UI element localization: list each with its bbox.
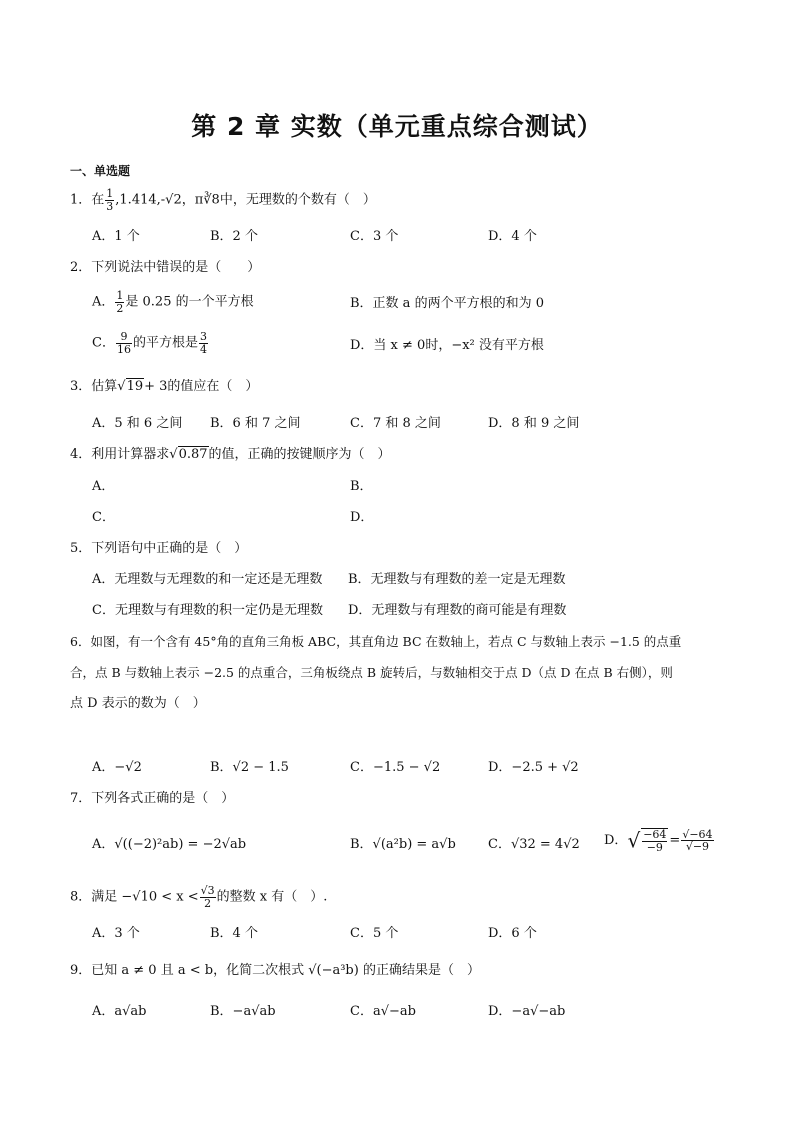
question-7-d-fraction-2 bbox=[681, 829, 713, 853]
question-4-prefix: 4．利用计算器求 bbox=[70, 447, 170, 462]
question-1-option-d[interactable]: D．4 个 bbox=[488, 229, 537, 244]
fraction-denominator: 3 bbox=[106, 199, 114, 213]
question-2-option-a[interactable] bbox=[92, 290, 254, 314]
fraction-denominator: 2 bbox=[116, 301, 124, 315]
question-4-option-d[interactable]: D． bbox=[350, 510, 374, 525]
question-1-stem bbox=[70, 188, 376, 212]
radical-sign: √ bbox=[117, 379, 126, 394]
question-4-option-a[interactable]: A． bbox=[92, 479, 115, 494]
question-2-stem: 2．下列说法中错误的是（ ） bbox=[70, 260, 261, 275]
section-heading-single-choice: 一、单选题 bbox=[70, 164, 131, 178]
question-3-suffix: + 3的值应在（ ） bbox=[144, 379, 259, 394]
option-text: 是 0.25 的一个平方根 bbox=[125, 294, 254, 310]
question-7-option-a[interactable]: A．√((−2)²ab) = −2√ab bbox=[92, 837, 247, 852]
question-7-d-fraction-1 bbox=[641, 828, 668, 853]
question-4-stem bbox=[70, 447, 391, 463]
question-9-stem: 9．已知 a ≠ 0 且 a < b，化简二次根式 √(−a³b) 的正确结果是（ ） bbox=[70, 963, 480, 978]
question-6-option-c[interactable]: C．−1.5 − √2 bbox=[350, 760, 441, 775]
question-2-option-d[interactable]: D．当 x ≠ 0时，−x² 没有平方根 bbox=[350, 338, 544, 353]
fraction-numerator: √3 bbox=[200, 884, 215, 897]
question-4-option-b[interactable]: B． bbox=[350, 479, 373, 494]
radicand: 19 bbox=[126, 379, 144, 394]
equals-sign: = bbox=[669, 833, 681, 849]
question-3-option-b[interactable]: B．6 和 7 之间 bbox=[210, 416, 301, 431]
question-9-option-b[interactable]: B．−a√ab bbox=[210, 1004, 276, 1019]
question-6-line-3: 点 D 表示的数为（ ） bbox=[70, 696, 206, 711]
question-3-option-d[interactable]: D．8 和 9 之间 bbox=[488, 416, 580, 431]
question-4-suffix: 的值，正确的按键顺序为（ ） bbox=[208, 447, 391, 462]
question-5-option-b[interactable]: B．无理数与有理数的差一定是无理数 bbox=[348, 572, 566, 587]
question-6-line-1: 6．如图，有一个含有 45°角的直角三角板 ABC，其直角边 BC 在数轴上，若点 C 与数轴上表示 −1.5 的点重 bbox=[70, 634, 682, 649]
question-8-option-b[interactable]: B．4 个 bbox=[210, 926, 258, 941]
question-8-option-c[interactable]: C．5 个 bbox=[350, 926, 399, 941]
question-1-suffix: 中，无理数的个数有（ ） bbox=[219, 192, 376, 208]
option-label: D． bbox=[604, 833, 628, 849]
question-8-fraction bbox=[200, 885, 216, 909]
question-3-option-a[interactable]: A．5 和 6 之间 bbox=[92, 416, 183, 431]
question-3-stem bbox=[70, 379, 258, 395]
fraction-numerator: −64 bbox=[643, 828, 667, 841]
question-1-option-c[interactable]: C．3 个 bbox=[350, 229, 399, 244]
question-9-option-a[interactable]: A．a√ab bbox=[92, 1004, 147, 1019]
fraction-denominator: 4 bbox=[199, 342, 207, 356]
question-2-c-fraction bbox=[116, 331, 132, 355]
fraction-numerator: √−64 bbox=[682, 827, 713, 841]
fraction-denominator: −9 bbox=[646, 840, 663, 854]
fraction-numerator: 1 bbox=[116, 289, 124, 302]
radical-sign: √ bbox=[627, 828, 641, 853]
fraction-numerator: 3 bbox=[199, 330, 207, 343]
question-1-fraction bbox=[105, 188, 114, 212]
question-4-option-c[interactable]: C． bbox=[92, 510, 115, 525]
option-label: C． bbox=[92, 335, 115, 351]
fraction-denominator: √−9 bbox=[685, 840, 710, 854]
question-5-option-c[interactable]: C．无理数与有理数的积一定仍是无理数 bbox=[92, 603, 323, 618]
radical-sign: √ bbox=[169, 447, 178, 462]
question-6-option-a[interactable]: A．−√2 bbox=[92, 760, 142, 775]
question-5-stem: 5．下列语句中正确的是（ ） bbox=[70, 541, 248, 556]
option-label: A． bbox=[92, 294, 115, 310]
question-1-numbers: ,1.414,-√2，π∛8 bbox=[115, 192, 220, 208]
question-5-option-d[interactable]: D．无理数与有理数的商可能是有理数 bbox=[348, 603, 567, 618]
question-1-option-b[interactable]: B．2 个 bbox=[210, 229, 258, 244]
question-8-suffix: 的整数 x 有（ ）. bbox=[216, 889, 328, 905]
option-text: 的平方根是 bbox=[132, 335, 198, 351]
question-1-prefix: 1．在 bbox=[70, 192, 105, 208]
question-7-option-b[interactable]: B．√(a²b) = a√b bbox=[350, 837, 456, 852]
question-6-line-2: 合，点 B 与数轴上表示 −2.5 的点重合，三角板绕点 B 旋转后，与数轴相交于点 D（点 D 在点 B 右侧），则 bbox=[70, 665, 673, 680]
question-9-option-c[interactable]: C．a√−ab bbox=[350, 1004, 416, 1019]
question-2-a-fraction bbox=[115, 290, 124, 314]
fraction-numerator: 9 bbox=[116, 331, 132, 344]
question-6-option-d[interactable]: D．−2.5 + √2 bbox=[488, 760, 579, 775]
question-9-option-d[interactable]: D．−a√−ab bbox=[488, 1004, 566, 1019]
question-2-option-b[interactable]: B．正数 a 的两个平方根的和为 0 bbox=[350, 296, 544, 311]
fraction-numerator: 1 bbox=[106, 187, 114, 200]
question-7-option-d[interactable] bbox=[604, 828, 715, 853]
question-7-option-c[interactable]: C．√32 = 4√2 bbox=[488, 837, 580, 852]
question-3-prefix: 3．估算 bbox=[70, 379, 118, 394]
question-1-option-a[interactable]: A．1 个 bbox=[92, 229, 140, 244]
radicand: 0.87 bbox=[178, 447, 208, 462]
question-2-option-c[interactable] bbox=[92, 331, 209, 355]
question-8-stem bbox=[70, 885, 327, 909]
fraction-denominator: 2 bbox=[204, 896, 212, 910]
question-8-option-d[interactable]: D．6 个 bbox=[488, 926, 537, 941]
question-2-c-fraction-2 bbox=[199, 331, 208, 355]
fraction-denominator: 16 bbox=[116, 342, 131, 356]
question-8-option-a[interactable]: A．3 个 bbox=[92, 926, 140, 941]
question-3-option-c[interactable]: C．7 和 8 之间 bbox=[350, 416, 441, 431]
question-8-prefix: 8．满足 −√10 < x < bbox=[70, 889, 199, 905]
question-7-stem: 7．下列各式正确的是（ ） bbox=[70, 791, 235, 806]
page-title: 第 2 章 实数（单元重点综合测试） bbox=[191, 112, 603, 141]
question-6-option-b[interactable]: B．√2 − 1.5 bbox=[210, 760, 289, 775]
question-5-option-a[interactable]: A．无理数与无理数的和一定还是无理数 bbox=[92, 572, 323, 587]
